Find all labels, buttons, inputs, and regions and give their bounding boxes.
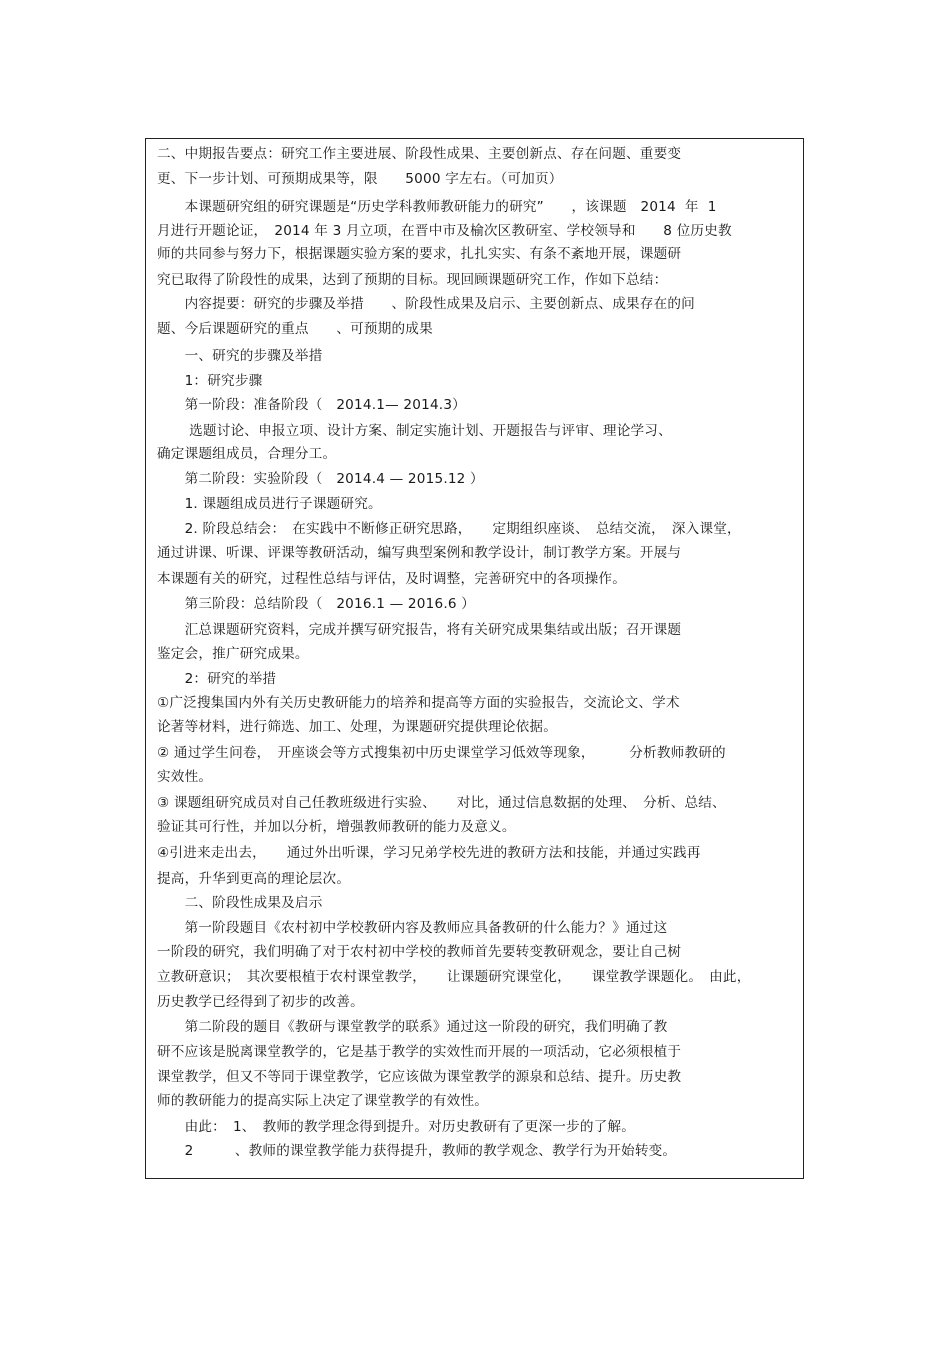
text-line: 选题讨论、申报立项、设计方案、制定实施计划、开题报告与评审、理论学习、 bbox=[157, 423, 672, 439]
text-line: 立教研意识； 其次要根植于农村课堂教学， 让课题研究课堂化， 课堂教学课题化。 由此， bbox=[157, 969, 751, 985]
text-line: 一阶段的研究，我们明确了对于农村初中学校的教师首先要转变教研观念，要让自己树 bbox=[157, 944, 682, 960]
text-line: 一、研究的步骤及举措 bbox=[157, 348, 323, 364]
text-line: 实效性。 bbox=[157, 769, 213, 785]
text-line: ③ 课题组研究成员对自己任教班级进行实验、 对比，通过信息数据的处理、 分析、总结、 bbox=[157, 795, 726, 811]
text-line: 第一阶段：准备阶段（ 2014.1— 2014.3） bbox=[157, 397, 466, 413]
text-line: 本课题有关的研究，过程性总结与评估，及时调整，完善研究中的各项操作。 bbox=[157, 571, 626, 587]
text-line: 1. 课题组成员进行子课题研究。 bbox=[157, 496, 382, 512]
text-line: 内容提要：研究的步骤及举措 、阶段性成果及启示、主要创新点、成果存在的问 bbox=[157, 296, 695, 312]
text-line: 第三阶段：总结阶段（ 2016.1 — 2016.6 ） bbox=[157, 596, 475, 612]
text-line: 研不应该是脱离课堂教学的，它是基于教学的实效性而开展的一项活动，它必须根植于 bbox=[157, 1044, 682, 1060]
text-line: 更、下一步计划、可预期成果等，限 5000 字左右。（可加页） bbox=[157, 171, 563, 187]
text-line: 2. 阶段总结会： 在实践中不断修正研究思路， 定期组织座谈、 总结交流， 深入课堂， bbox=[157, 521, 741, 537]
text-line: 2：研究的举措 bbox=[157, 671, 277, 687]
text-line: ④引进来走出去， 通过外出听课，学习兄弟学校先进的教研方法和技能，并通过实践再 bbox=[157, 845, 701, 861]
text-line: 论著等材料，进行筛选、加工、处理，为课题研究提供理论依据。 bbox=[157, 719, 558, 735]
text-line: 题、今后课题研究的重点 、可预期的成果 bbox=[157, 321, 433, 337]
text-line: 历史教学已经得到了初步的改善。 bbox=[157, 994, 364, 1010]
text-line: 二、中期报告要点：研究工作主要进展、阶段性成果、主要创新点、存在问题、重要变 bbox=[157, 146, 682, 162]
text-line: 验证其可行性，并加以分析，增强教师教研的能力及意义。 bbox=[157, 819, 516, 835]
text-line: 提高，升华到更高的理论层次。 bbox=[157, 871, 351, 887]
text-line: 鉴定会，推广研究成果。 bbox=[157, 646, 309, 662]
text-line: 第二阶段的题目《教研与课堂教学的联系》通过这一阶段的研究，我们明确了教 bbox=[157, 1019, 668, 1035]
text-line: ② 通过学生问卷， 开座谈会等方式搜集初中历史课堂学习低效等现象， 分析教师教研的 bbox=[157, 745, 726, 761]
text-line: 师的共同参与努力下，根据课题实验方案的要求，扎扎实实、有条不紊地开展，课题研 bbox=[157, 246, 682, 262]
text-line: 月进行开题论证， 2014 年 3 月立项，在晋中市及榆次区教研室、学校领导和 8 位历史教 bbox=[157, 223, 732, 239]
text-line: 2 、教师的课堂教学能力获得提升，教师的教学观念、教学行为开始转变。 bbox=[157, 1143, 677, 1159]
text-line: 1：研究步骤 bbox=[157, 373, 263, 389]
text-line: 第一阶段题目《农村初中学校教研内容及教师应具备教研的什么能力？》通过这 bbox=[157, 920, 668, 936]
text-line: 二、阶段性成果及启示 bbox=[157, 895, 323, 911]
text-line: 第二阶段：实验阶段（ 2014.4 — 2015.12 ） bbox=[157, 471, 484, 487]
text-line: 汇总课题研究资料，完成并撰写研究报告，将有关研究成果集结或出版；召开课题 bbox=[157, 622, 682, 638]
text-line: 本课题研究组的研究课题是“历史学科教师教研能力的研究” ，该课题 2014 年 1 bbox=[157, 199, 717, 215]
text-line: 通过讲课、听课、评课等教研活动，编写典型案例和教学设计，制订教学方案。开展与 bbox=[157, 545, 682, 561]
text-line: 确定课题组成员，合理分工。 bbox=[157, 446, 337, 462]
text-line: 由此： 1、 教师的教学理念得到提升。对历史教研有了更深一步的了解。 bbox=[157, 1119, 636, 1135]
text-line: 究已取得了阶段性的成果，达到了预期的目标。现回顾课题研究工作，作如下总结： bbox=[157, 272, 668, 288]
text-line: 师的教研能力的提高实际上决定了课堂教学的有效性。 bbox=[157, 1093, 489, 1109]
text-line: 课堂教学，但又不等同于课堂教学，它应该做为课堂教学的源泉和总结、提升。历史教 bbox=[157, 1069, 682, 1085]
text-line: ①广泛搜集国内外有关历史教研能力的培养和提高等方面的实验报告，交流论文、学术 bbox=[157, 695, 680, 711]
